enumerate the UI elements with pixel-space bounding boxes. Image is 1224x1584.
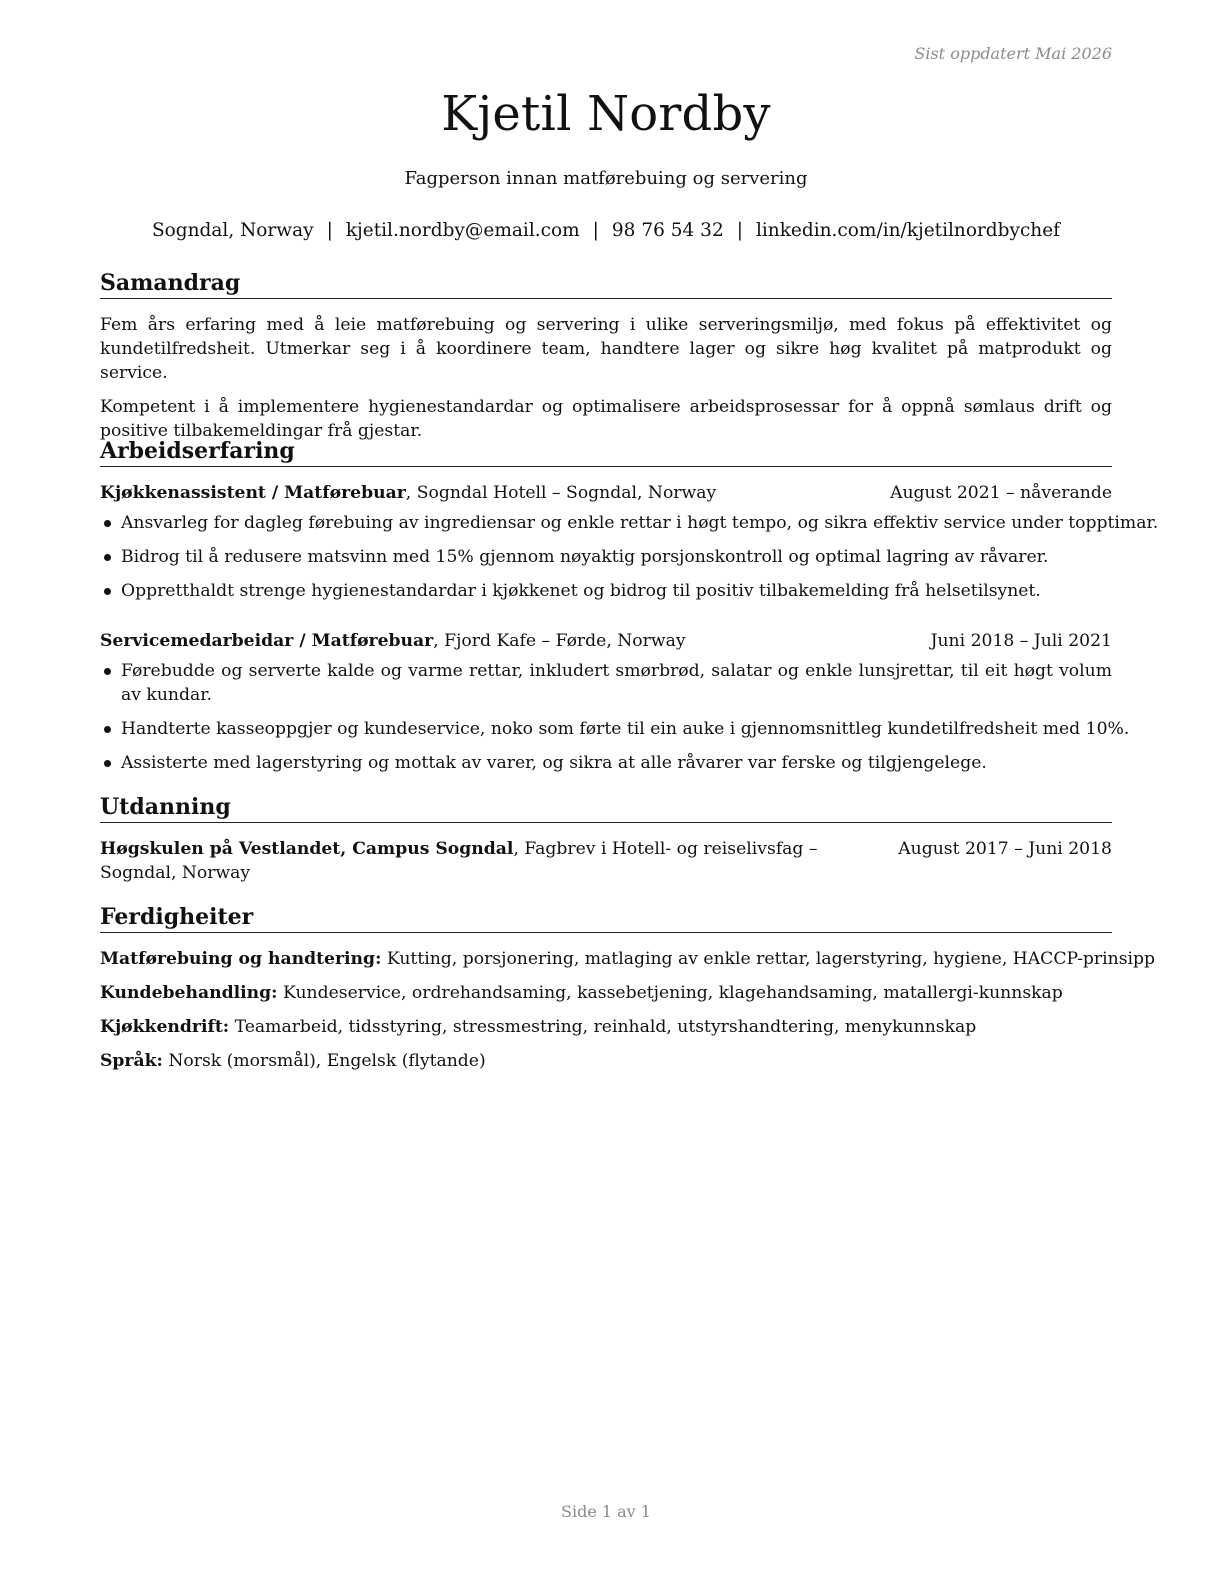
bullet-text: Ansvarleg for dagleg førebuing av ingrediensar og enkle rettar i høgt tempo, og sikra effektiv service under topptimar. xyxy=(121,513,1159,533)
job-dates: August 2021 – nåverande xyxy=(890,483,1112,503)
candidate-headline: Fagperson innan matførebuing og servering xyxy=(404,168,808,189)
contact-location: Sogndal, Norway xyxy=(151,220,314,241)
bullet-text: Førebudde og serverte kalde og varme rettar, inkludert smørbrød, salatar og enkle lunsjrettar, til eit høgt volum av kundar. xyxy=(121,661,1112,705)
job-entry xyxy=(100,481,1159,603)
skill-line xyxy=(100,947,1156,971)
list-item xyxy=(100,511,1159,535)
summary-paragraph: Kompetent i å implementere hygienestandardar og optimalisere arbeidsprosessar for å oppnå sømlaus drift og positive tilbakemeldingar frå gjestar. xyxy=(100,397,1112,441)
list-item xyxy=(100,545,1112,569)
contact-separator: | xyxy=(326,220,333,241)
skill-line xyxy=(100,1049,1112,1073)
education-dates: August 2017 – Juni 2018 xyxy=(898,839,1112,859)
skill-label: Språk: xyxy=(100,1051,163,1071)
section-title-education: Utdanning xyxy=(100,794,1112,823)
job-header xyxy=(100,629,1112,653)
contact-separator: | xyxy=(592,220,599,241)
job-header xyxy=(100,481,1112,505)
section-title-experience: Arbeidserfaring xyxy=(100,438,1112,467)
page-number: Side 1 av 1 xyxy=(561,1502,651,1521)
job-bullets xyxy=(100,659,1130,775)
bullet-dot xyxy=(104,668,111,675)
contact-linkedin-link[interactable]: linkedin.com/in/kjetilnordbychef xyxy=(755,220,1061,241)
bullet-dot xyxy=(104,588,111,595)
bullet-dot xyxy=(104,520,111,527)
list-item xyxy=(100,751,1112,775)
skill-value: Kutting, porsjonering, matlaging av enkle rettar, lagerstyring, hygiene, HACCP-prinsipp xyxy=(381,949,1156,969)
skill-value: Kundeservice, ordrehandsaming, kassebetjening, klagehandsaming, matallergi-kunnskap xyxy=(277,983,1063,1003)
skill-label: Matførebuing og handtering: xyxy=(100,949,382,969)
bullet-text: Bidrog til å redusere matsvinn med 15% gjennom nøyaktig porsjonskontroll og optimal lagring av råvarer. xyxy=(121,547,1049,567)
section-title-skills: Ferdigheiter xyxy=(100,904,1112,933)
bullet-dot xyxy=(104,726,111,733)
contact-phone: 98 76 54 32 xyxy=(611,220,724,241)
education-section xyxy=(100,794,1112,885)
job-dates: Juni 2018 – Juli 2021 xyxy=(930,631,1112,651)
job-role: Servicemedarbeidar / Matførebuar xyxy=(100,631,434,651)
contact-separator: | xyxy=(736,220,743,241)
job-place: , Fjord Kafe – Førde, Norway xyxy=(433,631,686,651)
contact-email-link[interactable]: kjetil.nordby@email.com xyxy=(345,220,580,241)
education-entry xyxy=(100,837,1112,885)
candidate-name: Kjetil Nordby xyxy=(441,86,771,142)
education-details: , Fagbrev i Hotell- og reiselivsfag – Sogndal, Norway xyxy=(100,839,818,883)
education-school: Høgskulen på Vestlandet, Campus Sogndal xyxy=(100,839,514,859)
summary-section xyxy=(100,270,1112,443)
section-title-summary: Samandrag xyxy=(100,270,1112,299)
skill-line xyxy=(100,1015,1112,1039)
contact-line xyxy=(100,220,1112,241)
resume-page xyxy=(100,0,1159,1584)
job-bullets xyxy=(100,511,1159,603)
skill-label: Kundebehandling: xyxy=(100,983,278,1003)
skill-label: Kjøkkendrift: xyxy=(100,1017,230,1037)
bullet-text: Handterte kasseoppgjer og kundeservice, noko som førte til ein auke i gjennomsnittleg kundetilfredsheit med 10%. xyxy=(121,719,1130,739)
list-item xyxy=(100,659,1112,707)
list-item xyxy=(100,717,1130,741)
skill-value: Norsk (morsmål), Engelsk (flytande) xyxy=(162,1051,486,1071)
bullet-dot xyxy=(104,554,111,561)
summary-paragraph: Fem års erfaring med å leie matførebuing og servering i ulike serveringsmiljø, med fokus på effektivitet og kundetilfredsheit. Utmerkar seg i å koordinere team, handtere lager og sikre høg kvalitet på matprodukt og service. xyxy=(100,315,1112,383)
bullet-text: Assisterte med lagerstyring og mottak av varer, og sikra at alle råvarer var ferske og tilgjengelege. xyxy=(121,753,987,773)
skills-section xyxy=(100,904,1156,1073)
skill-line xyxy=(100,981,1112,1005)
skill-value: Teamarbeid, tidsstyring, stressmestring, reinhald, utstyrshandtering, menykunnskap xyxy=(229,1017,977,1037)
bullet-text: Oppretthaldt strenge hygienestandardar i kjøkkenet og bidrog til positiv tilbakemelding frå helsetilsynet. xyxy=(121,581,1041,601)
last-updated-note: Sist oppdatert Mai 2026 xyxy=(914,44,1112,63)
job-role: Kjøkkenassistent / Matførebuar xyxy=(100,483,406,503)
list-item xyxy=(100,579,1112,603)
bullet-dot xyxy=(104,760,111,767)
job-place: , Sogndal Hotell – Sogndal, Norway xyxy=(405,483,717,503)
experience-section xyxy=(100,438,1159,775)
job-entry xyxy=(100,629,1130,775)
